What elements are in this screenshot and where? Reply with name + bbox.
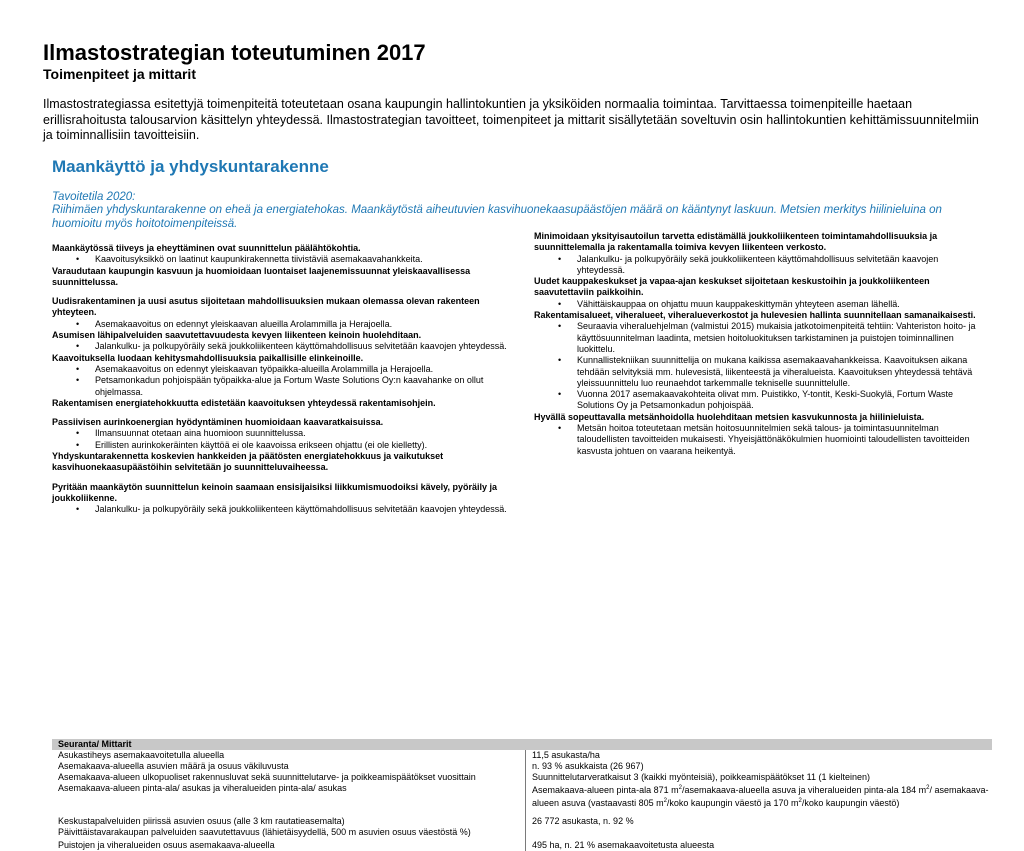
metric-value [526,827,993,838]
section-title: Maankäyttö ja yhdyskuntarakenne [52,156,329,176]
measure-bullet: • Vuonna 2017 asemakaavakohteita olivat mm. Puistikko, Y-tontit, Keski-Suokylä, Fortum Waste Solutions Oy ja Petsamonkadun pohjoispää. [577,389,985,412]
metric-label: Asemakaava-alueella asuvien määrä ja osuus väkiluvusta [52,761,526,772]
table-row [52,761,992,772]
measure-bullet: • Erillisten aurinkokeräinten käyttöä ei ole kaavoissa erikseen ohjattu (ei ole kielletty). [95,440,507,451]
metric-label: Asemakaava-alueen ulkopuoliset rakennusluvat sekä suunnittelutarve- ja poikkeamispäätökset vuosittain [52,772,526,783]
measure-bullet: • Jalankulku- ja polkupyöräily sekä joukkoliikenteen käyttömahdollisuus selvitetään kaavojen yhteydessä. [95,341,507,352]
measure-heading: Minimoidaan yksityisautoilun tarvetta edistämällä joukkoliikenteen toimintamahdollisuuksia ja suunnittelemalla ja rakentamalla toimiva kevyen liikenteen verkosto. [534,231,938,253]
metrics-table-header: Seuranta/ Mittarit [52,739,992,750]
measure-heading: Rakentamisen energiatehokkuutta edistetään kaavoituksen yhteydessä rakentamisohjein. [52,397,436,408]
table-row [52,827,992,838]
metric-label: Asukastiheys asemakaavoitetulla alueella [52,750,526,761]
measure-bullet: • Kunnallistekniikan suunnittelija on mukana kaikissa asemakaavahankkeissa. Kaavoituksen aikana tehdään selvityksiä mm. hulevesistä, liikenteestä ja viheralueista. Kaavoituksen yhteydessä tehtävä yleissuunnittelu luo reunaehdot tarkemmalle tekniselle suunnittelulle. [577,355,985,389]
measure-heading: Asumisen lähipalveluiden saavutettavuudesta kevyen liikenteen keinoin huolehditaan. [52,330,422,341]
measure-bullet: • Seuraavia viheraluehjelman (valmistui 2015) mukaisia jatkotoimenpiteitä tehtiin: Vahteriston hoito- ja käyttösuunnitelman laadinta, metsien hoitoluokituksen tarkistaminen ja puistojen toiminnallinen luokittelu. [577,321,985,355]
measure-heading: Varaudutaan kaupungin kasvuun ja huomioidaan luontaiset laajenemissuunnat yleiskaavallisessa suunnittelussa. [52,265,471,287]
measure-bullet: • Jalankulku- ja polkupyöräily sekä joukkoliikenteen käyttömahdollisuus selvitetään kaavojen yhteydessä. [95,504,507,515]
metric-label: Puistojen ja viheralueiden osuus asemakaava-alueella [52,838,526,851]
measures-left-column [52,243,507,516]
measure-bullet: • Jalankulku- ja polkupyöräily sekä joukkoliikenteen käyttömahdollisuus selvitetään kaavojen yhteydessä. [577,254,985,277]
table-row [52,816,992,827]
target-state [52,191,985,232]
measure-heading: Kaavoituksella luodaan kehitysmahdollisuuksia paikallisille elinkeinoille. [52,352,364,363]
measure-heading: Uudisrakentaminen ja uusi asutus sijoitetaan mahdollisuuksien mukaan olemassa olevan rakenteen yhteyteen. [52,296,480,318]
measure-heading: Uudet kauppakeskukset ja vapaa-ajan keskukset sijoitetaan keskustoihin ja joukkoliikenteen saavutettaviin paikkoihin. [534,276,930,298]
intro-paragraph: Ilmastostrategiassa esitettyjä toimenpiteitä toteutetaan osana kaupungin hallintokuntien ja yksiköiden normaalia toimintaa. Tarvittaessa toimenpiteille haetaan erillisrahoitusta talousarvion käsittelyn yhteydessä. Ilmastostrategian tavoitteet, toimenpiteet ja mittarit sisällytetään soveltuvin osin hallintokuntien kehittämissuunnitelmiin ja toiminnallisiin tavoitteisiin. [43,97,979,142]
metric-value: 26 772 asukasta, n. 92 % [532,816,634,826]
table-row [52,783,992,816]
measure-bullet: • Vähittäiskauppaa on ohjattu muun kauppakeskittymän yhteyteen aseman lähellä. [577,299,985,310]
measure-heading: Maankäytössä tiiveys ja eheyttäminen ovat suunnittelun päälähtökohtia. [52,243,361,253]
table-row [52,750,992,761]
measure-heading: Yhdyskuntarakennetta koskevien hankkeiden ja päätösten energiatehokkuus ja vaikutukset kasvihuonekaasupäästöihin selvitetään jo suunnitteluvaiheessa. [52,451,444,473]
measure-bullet: • Metsän hoitoa toteutetaan metsän hoitosuunnitelmien sekä talous- ja toimintasuunnitelman taloudellisten tavoitteiden mukaisesti. Yhyeisjättönäkökulmien huomiointi taloudellisten tavoitteiden kasvusta johtuen on vaarana heikentyä. [577,423,985,457]
metric-value: Asemakaava-alueen pinta-ala 871 $m^2/asemakaava$-alueella asuva ja viheralueiden pinta-ala 184 $m^2/$ asemakaava-alueen asuva (vastaavasti 805 $m^2$/koko kaupungin väestö ja 170 $m^2$/koko kaupungin väestö) [532,785,989,808]
metrics-table [52,739,992,851]
table-row [52,838,992,851]
metric-label: Keskustapalveluiden piirissä asuvien osuus (alle 3 km rautatieasemalta) [52,816,526,827]
document-title: Ilmastostrategian toteutuminen 2017 [43,40,426,65]
measure-bullet: • Asemakaavoitus on edennyt yleiskaavan työpaikka-alueilla Arolammilla ja Herajoella. [95,364,507,375]
measure-bullet: • Asemakaavoitus on edennyt yleiskaavan alueilla Arolammilla ja Herajoella. [95,319,507,330]
measure-heading: Passiivisen aurinkoenergian hyödyntäminen huomioidaan kaavaratkaisuissa. [52,417,384,428]
document-subtitle: Toimenpiteet ja mittarit [43,66,196,82]
measure-bullet: • Ilmansuunnat otetaan aina huomioon suunnittelussa. [95,428,507,439]
measure-heading: Pyritään maankäytön suunnittelun keinoin saamaan ensisijaisiksi liikkumismuodoiksi kävely, pyöräily ja joukkoliikenne. [52,481,498,503]
metric-value: 11,5 asukasta/ha [532,750,600,760]
measure-heading: Hyvällä sopeuttavalla metsänhoidolla huolehditaan metsien kasvukunnosta ja hiilinieluista. [534,411,925,422]
metric-value: Suunnittelutarveratkaisut 3 (kaikki myönteisiä), poikkeamispäätökset 11 (1 kielteinen) [532,772,870,782]
document-page [43,40,989,850]
measure-heading: Rakentamisalueet, viheralueet, viheralueverkostot ja hulevesien hallinta suunnitellaan samanaikaisesti. [534,310,976,321]
metric-label: Asemakaava-alueen pinta-ala/ asukas ja viheralueiden pinta-ala/ asukas [52,783,526,816]
metric-value: n. 93 % asukkaista (26 967) [532,761,644,771]
target-label: Tavoitetila 2020: [52,190,136,203]
measures-right-column [534,231,985,457]
target-text: Riihimäen yhdyskuntarakenne on eheä ja energiatehokas. Maankäytöstä aiheutuvien kasvihuonekaasupäästöjen määrä on kääntynyt laskuun. Metsien merkitys hiilinieluina on huomioitu myös hoitotoimenpiteissä. [52,204,942,230]
table-row [52,772,992,783]
measure-bullet: • Petsamonkadun pohjoispään työpaikka-alue ja Fortum Waste Solutions Oy:n kaavahanke on ollut ohjelmassa. [95,375,507,398]
metric-value: 495 ha, n. 21 % asemakaavoitetusta alueesta [532,840,715,850]
measure-bullet: • Kaavoitusyksikkö on laatinut kaupunkirakennetta tiivistäviä asemakaavahankkeita. [95,254,507,265]
metric-label: Päivittäistavarakaupan palveluiden saavutettavuus (lähietäisyydellä, 500 m asuvien osuus väestöstä %) [52,827,526,838]
